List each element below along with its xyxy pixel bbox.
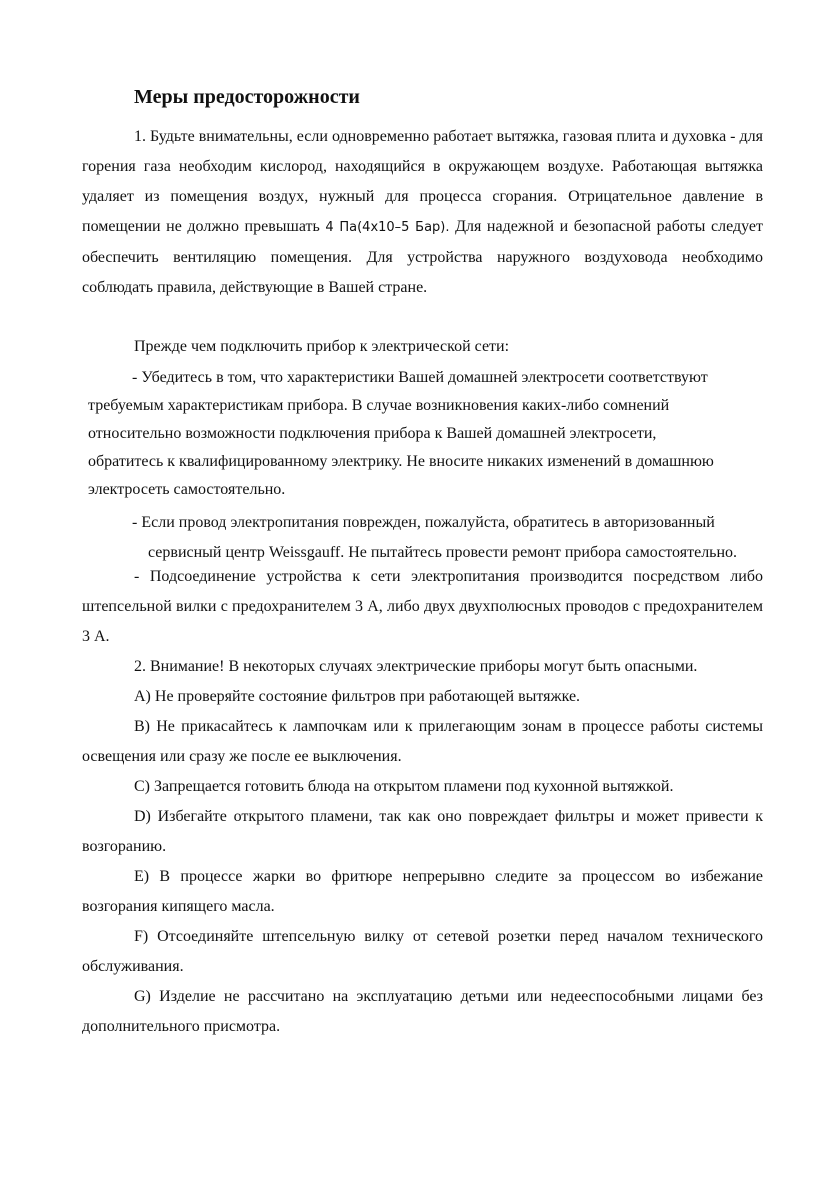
- paragraph-before-connect: Прежде чем подключить прибор к электрической сети:: [134, 338, 510, 355]
- paragraph-ventilation-end: Для надежной и безопасной работы следует обеспечить вентиляцию помещения. Для устройства наружного воздуховода необходимо соблюдать правила, действующие в Вашей стране.: [82, 218, 763, 296]
- bullet-damaged-cord-line: - Если провод электропитания поврежден, пожалуйста, обратитесь в авторизованный: [132, 514, 715, 531]
- item-d: D) Избегайте открытого пламени, так как оно повреждает фильтры и может привести к возгоранию.: [82, 808, 763, 855]
- bullet-damaged-cord-line: сервисный центр Weissgauff. Не пытайтесь провести ремонт прибора самостоятельно.: [148, 544, 738, 561]
- bullet-check-network-line: - Убедитесь в том, что характеристики Вашей домашней электросети соответствуют: [132, 369, 708, 386]
- paragraph-ventilation: [82, 122, 763, 303]
- pressure-value: 4 Па(4x10–5 Бар).: [325, 220, 450, 235]
- bullet-check-network-line: электросеть самостоятельно.: [88, 481, 286, 498]
- bullet-check-network-line: требуемым характеристикам прибора. В случае возникновения каких-либо сомнений: [88, 397, 670, 414]
- item-a: A) Не проверяйте состояние фильтров при работающей вытяжке.: [134, 688, 581, 705]
- bullet-damaged-cord: [132, 508, 792, 568]
- bullet-check-network-line: относительно возможности подключения прибора к Вашей домашней электросети,: [88, 425, 657, 442]
- item-g: G) Изделие не рассчитано на эксплуатацию детьми или недееспособными лицами без дополнительного присмотра.: [82, 988, 763, 1035]
- bullet-check-network: [88, 364, 768, 504]
- item-e: E) В процессе жарки во фритюре непрерывно следите за процессом во избежание возгорания кипящего масла.: [82, 868, 763, 915]
- paragraph-ventilation-text: 1. Будьте внимательны, если одновременно работает вытяжка, газовая плита и духовка - для горения газа необходим кислород, находящийся в окружающем воздухе. Работающая вытяжка удаляет из помещения воздух, нужный для процесса сгорания. Отрицательное давление в помещении не должно превышать: [82, 128, 763, 235]
- bullet-plug-connection: - Подсоединение устройства к сети электропитания производится посредством либо штепсельной вилки с предохранителем 3 А, либо двух двухполюсных проводов с предохранителем 3 А.: [82, 568, 763, 645]
- page-title: Меры предосторожности: [134, 86, 360, 108]
- bullet-check-network-line: обратитесь к квалифицированному электрику. Не вносите никаких изменений в домашнюю: [88, 453, 714, 470]
- item-b: B) Не прикасайтесь к лампочкам или к прилегающим зонам в процессе работы системы освещения или сразу же после ее выключения.: [82, 718, 763, 765]
- item-f: F) Отсоединяйте штепсельную вилку от сетевой розетки перед началом технического обслуживания.: [82, 928, 763, 975]
- paragraph-attention: 2. Внимание! В некоторых случаях электрические приборы могут быть опасными.: [134, 658, 698, 675]
- item-c: C) Запрещается готовить блюда на открытом пламени под кухонной вытяжкой.: [134, 778, 674, 795]
